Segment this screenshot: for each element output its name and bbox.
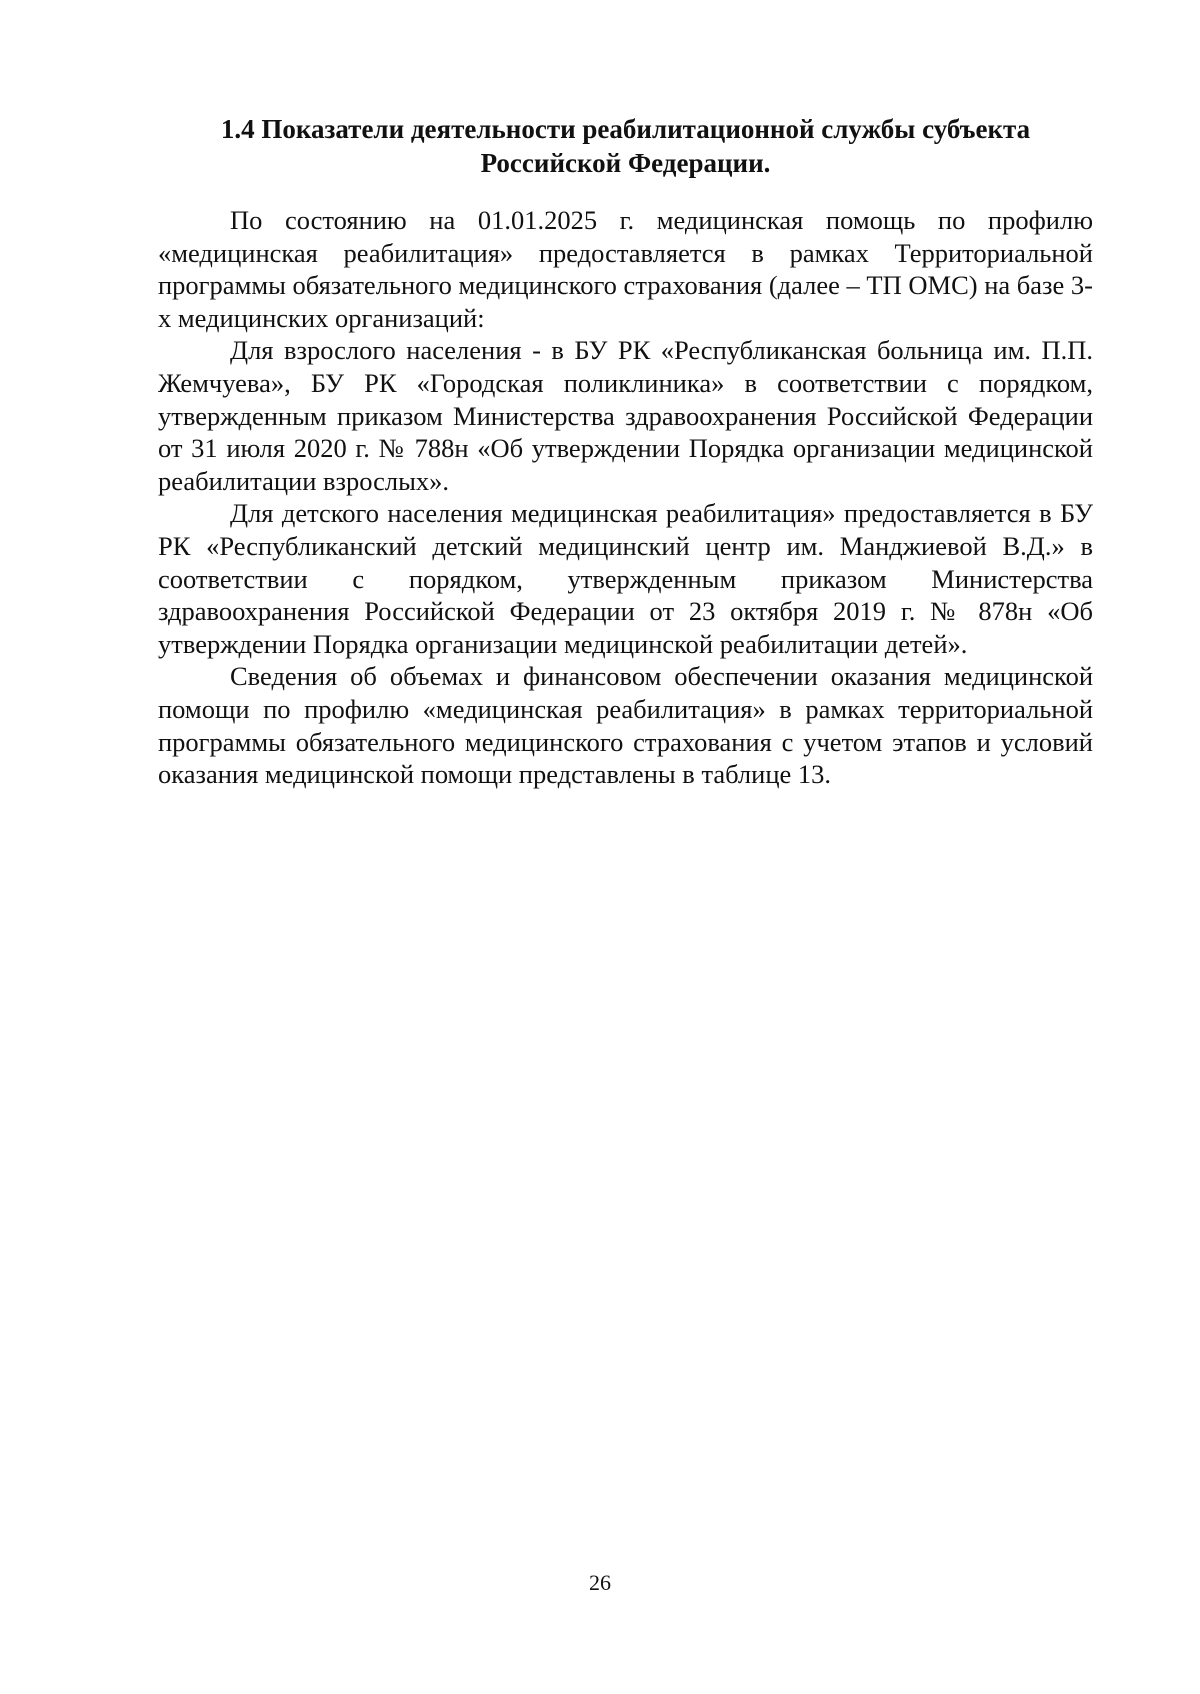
paragraph-volumes-financing: Сведения об объемах и финансовом обеспечении оказания медицинской помощи по профилю «медицинская реабилитация» в рамках территориальной программы обязательного медицинского страхования с учетом этапов и условий оказания медицинской помощи представлены в таблице 13. bbox=[158, 661, 1093, 790]
paragraph-child-population: Для детского населения медицинская реабилитация» предоставляется в БУ РК «Республиканский детский медицинский центр им. Манджиевой В.Д.» в соответствии с порядком, утвержденным приказом Министерства здравоохранения Российской Федерации от 23 октября 2019 г. № 878н «Об утверждении Порядка организации медицинской реабилитации детей». bbox=[158, 498, 1093, 659]
paragraph-status-intro: По состоянию на 01.01.2025 г. медицинская помощь по профилю «медицинская реабилитация» предоставляется в рамках Территориальной программы обязательного медицинского страхования (далее – ТП ОМС) на базе 3-х медицинских организаций: bbox=[158, 205, 1093, 333]
section-heading: 1.4 Показатели деятельности реабилитационной службы субъекта Российской Федерации. bbox=[220, 114, 1031, 178]
page-number: 26 bbox=[589, 1570, 611, 1595]
paragraph-adult-population: Для взрослого населения - в БУ РК «Республиканская больница им. П.П. Жемчуева», БУ РК «Городская поликлиника» в соответствии с порядком, утвержденным приказом Министерства здравоохранения Российской Федерации от 31 июля 2020 г. № 788н «Об утверждении Порядка организации медицинской реабилитации взрослых». bbox=[158, 335, 1093, 496]
page-content bbox=[158, 112, 1093, 791]
